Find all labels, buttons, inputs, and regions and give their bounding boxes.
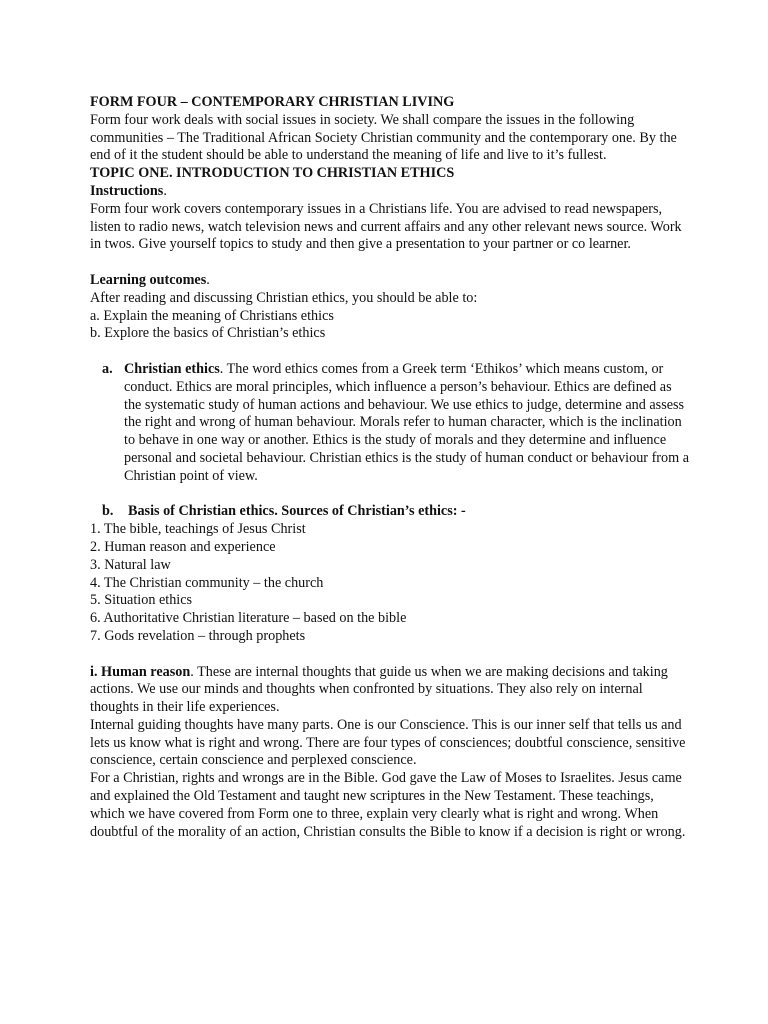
human-reason-paragraph: i. Human reason. These are internal thoughts that guide us when we are making decisions and taking actions. We use our minds and thoughts when confronted by situations. They also rely on internal thoughts in their life experiences. (90, 663, 668, 716)
list-item: 3. Natural law (90, 556, 171, 573)
sources-list (90, 521, 690, 646)
list-item: 7. Gods revelation – through prophets (90, 627, 306, 644)
topic-heading: TOPIC ONE. INTRODUCTION TO CHRISTIAN ETHICS (90, 165, 455, 182)
list-item: 1. The bible, teachings of Jesus Christ (90, 521, 306, 538)
document-body (90, 94, 690, 841)
conscience-paragraph: Internal guiding thoughts have many parts. One is our Conscience. This is our inner self that tells us and lets us know what is right and wrong. There are four types of consciences; doubtful conscience, sensitive conscience, certain conscience and perplexed conscience. (90, 716, 686, 769)
bible-paragraph: For a Christian, rights and wrongs are in the Bible. God gave the Law of Moses to Israelites. Jesus came and explained the Old Testament and taught new scriptures in the New Testament. These teachings, which we have covered from Form one to three, explain very clearly what is right and wrong. When doubtful of the morality of an action, Christian consults the Bible to know if a decision is right or wrong. (90, 770, 686, 840)
human-reason-heading: i. Human reason (90, 663, 191, 680)
list-item: b. Explore the basics of Christian’s ethics (90, 325, 326, 342)
intro-paragraph: Form four work deals with social issues in society. We shall compare the issues in the following communities – The Traditional African Society Christian community and the contemporary one. By the end of it the student should be able to understand the meaning of life and live to it’s fullest. (90, 111, 677, 164)
instructions-paragraph: Form four work covers contemporary issues in a Christians life. You are advised to read newspapers, listen to radio news, watch television news and current affairs and any other relevant news source. Work in twos. Give yourself topics to study and then give a presentation to your partner or co learner. (90, 200, 682, 253)
list-item: 2. Human reason and experience (90, 538, 276, 555)
document-title: FORM FOUR – CONTEMPORARY CHRISTIAN LIVING (90, 94, 455, 110)
section-b (102, 503, 690, 521)
instructions-heading: Instructions. (90, 182, 167, 199)
list-item: 6. Authoritative Christian literature – based on the bible (90, 610, 407, 627)
list-item: 5. Situation ethics (90, 592, 193, 609)
section-b-heading: Basis of Christian ethics. Sources of Christian’s ethics: - (128, 503, 466, 520)
learning-outcomes-heading: Learning outcomes. (90, 271, 210, 288)
section-a-marker: a. (102, 360, 113, 377)
section-b-marker: b. (102, 503, 114, 520)
section-a-text: . The word ethics comes from a Greek term ‘Ethikos’ which means custom, or conduct. Ethics are moral principles, which influence a person’s behaviour. Ethics are defined as the systematic study of human actions and behaviour. We use ethics to judge, determine and assess the right and wrong of human behaviour. Morals refer to human character, which is the inclination to behave in one way or another. Ethics is the study of morals and they determine and influence personal and societal behaviour. Christian ethics is the study of human conduct or behaviour from a Christian point of view. (124, 360, 689, 484)
list-item: 4. The Christian community – the church (90, 574, 324, 591)
section-a-term: Christian ethics (124, 360, 220, 377)
learning-outcomes-lead: After reading and discussing Christian ethics, you should be able to: (90, 289, 478, 306)
section-a (102, 361, 690, 486)
list-item: a. Explain the meaning of Christians ethics (90, 307, 334, 324)
learning-outcomes-list (90, 308, 690, 344)
